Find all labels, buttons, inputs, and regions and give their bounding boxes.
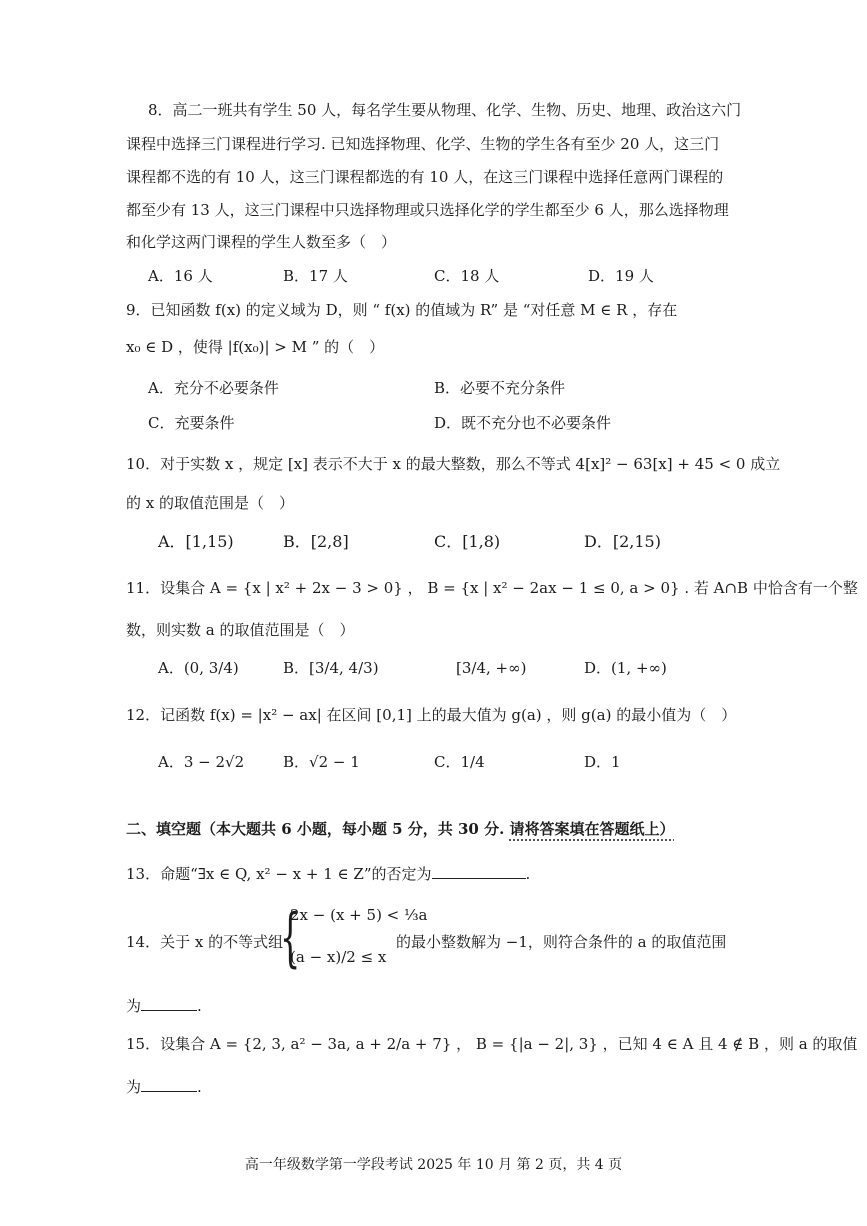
q8-line-1: 8．高二一班共有学生 50 人，每名学生要从物理、化学、生物、历史、地理、政治这六门 bbox=[148, 101, 742, 119]
q9-option-b: B．必要不充分条件 bbox=[434, 379, 566, 397]
q9-line-2: x₀ ∈ D ，使得 |f(x₀)| > M ” 的（ ） bbox=[126, 338, 385, 356]
q10-option-b: B．[2,8] bbox=[283, 532, 349, 551]
q14-brace: { bbox=[280, 899, 301, 975]
q13-text: 13．命题“∃x ∈ Q, x² − x + 1 ∈ Z”的否定为 bbox=[126, 865, 432, 883]
q15-line-1: 15．设集合 A = {2, 3, a² − 3a, a + 2/a + 7} ， B = {|a − 2|, 3} ，已知 4 ∈ A 且 4 ∉ B ，则 a 的取值 bbox=[126, 1035, 858, 1053]
q9-line-1: 9．已知函数 f(x) 的定义域为 D，则 “ f(x) 的值域为 R” 是 “对任意 M ∈ R ，存在 bbox=[126, 301, 678, 319]
q10-option-c: C．[1,8) bbox=[434, 532, 501, 551]
q12-option-c: C．1/4 bbox=[434, 753, 485, 771]
q8-option-c: C．18 人 bbox=[434, 267, 500, 285]
section-2-heading bbox=[126, 818, 675, 839]
q11-option-a: A．(0, 3/4) bbox=[158, 659, 239, 677]
q11-option-d: D．(1, +∞) bbox=[584, 659, 667, 677]
q15-line-2-label: 为 bbox=[126, 1078, 142, 1096]
q13-end: . bbox=[525, 865, 531, 883]
q14-prefix: 14．关于 x 的不等式组 bbox=[126, 933, 284, 951]
q15-answer-blank[interactable] bbox=[141, 1077, 197, 1092]
q10-line-1: 10．对于实数 x ，规定 [x] 表示不大于 x 的最大整数，那么不等式 4[x]² − 63[x] + 45 < 0 成立 bbox=[126, 455, 781, 473]
q11-line-1: 11．设集合 A = {x | x² + 2x − 3 > 0} ， B = {x | x² − 2ax − 1 ≤ 0, a > 0} . 若 A∩B 中恰含有一个整 bbox=[126, 579, 858, 597]
q14-line-2: 为 . bbox=[126, 997, 202, 1015]
q14-suffix: 的最小整数解为 −1，则符合条件的 a 的取值范围 bbox=[396, 933, 727, 951]
q11-line-2: 数，则实数 a 的取值范围是（ ） bbox=[126, 621, 355, 639]
q14-row-2: (a − x)/2 ≤ x bbox=[290, 948, 387, 966]
q8-option-d: D．19 人 bbox=[588, 267, 654, 285]
q8-line-3: 课程都不选的有 10 人，这三门课程都选的有 10 人，在这三门课程中选择任意两门课程的 bbox=[126, 168, 724, 186]
q8-line-2: 课程中选择三门课程进行学习. 已知选择物理、化学、生物的学生各有至少 20 人，这三门 bbox=[126, 135, 720, 153]
q9-option-c: C．充要条件 bbox=[148, 414, 235, 432]
q11-option-c: [3/4, +∞) bbox=[456, 659, 527, 677]
q12-line-1: 12．记函数 f(x) = |x² − ax| 在区间 [0,1] 上的最大值为 g(a) ，则 g(a) 的最小值为（ ） bbox=[126, 706, 737, 724]
q9-option-d: D．既不充分也不必要条件 bbox=[434, 414, 612, 432]
q10-option-a: A．[1,15) bbox=[158, 532, 234, 551]
q10-line-2: 的 x 的取值范围是（ ） bbox=[126, 494, 294, 512]
q15-line-2: 为 . bbox=[126, 1078, 202, 1096]
q13-answer-blank[interactable] bbox=[432, 864, 526, 879]
q12-option-d: D．1 bbox=[584, 753, 621, 771]
q10-option-d: D．[2,15) bbox=[584, 532, 661, 551]
q8-line-4: 都至少有 13 人，这三门课程中只选择物理或只选择化学的学生都至少 6 人，那么选择物理 bbox=[126, 201, 729, 219]
q14-line-2-label: 为 bbox=[126, 997, 142, 1015]
section-2-title: 二、填空题（本大题共 6 小题，每小题 5 分，共 30 分. bbox=[126, 820, 505, 838]
section-2-note: 请将答案填在答题纸上） bbox=[509, 820, 675, 838]
page-footer: 高一年级数学第一学段考试 2025 年 10 月 第 2 页，共 4 页 bbox=[244, 1157, 623, 1173]
q11-option-b: B．[3/4, 4/3) bbox=[283, 659, 379, 677]
q13 bbox=[126, 864, 530, 884]
q14-answer-blank[interactable] bbox=[141, 996, 197, 1011]
q8-option-a: A．16 人 bbox=[148, 267, 213, 285]
q9-option-a: A．充分不必要条件 bbox=[148, 379, 279, 397]
q12-option-b: B．√2 − 1 bbox=[283, 753, 360, 771]
q14-row-1: 2x − (x + 5) < ⅓a bbox=[290, 906, 428, 924]
q8-option-b: B．17 人 bbox=[283, 267, 348, 285]
q12-option-a: A．3 − 2√2 bbox=[158, 753, 245, 771]
q8-line-5: 和化学这两门课程的学生人数至多（ ） bbox=[126, 233, 397, 251]
